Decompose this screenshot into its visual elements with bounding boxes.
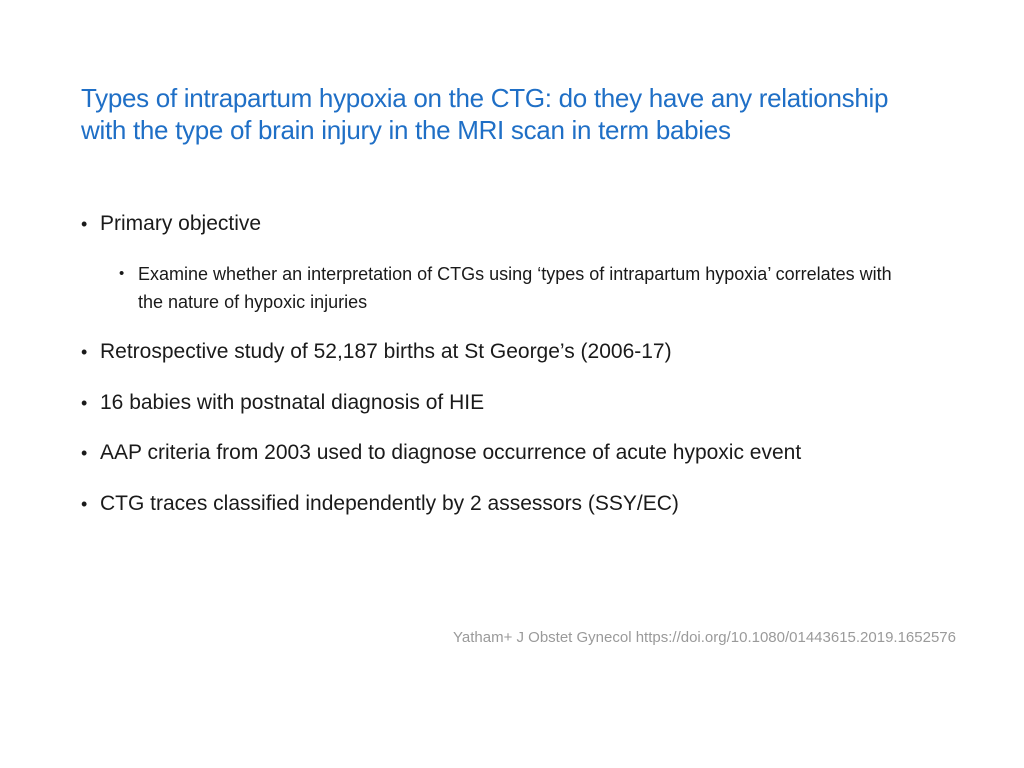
bullet-text: Retrospective study of 52,187 births at St George’s (2006-17) [100, 340, 672, 363]
sub-bullet-dot-icon: • [119, 265, 125, 282]
bullet-text: AAP criteria from 2003 used to diagnose occurrence of acute hypoxic event [100, 441, 802, 464]
citation-reference: Yatham+ J Obstet Gynecol https://doi.org/10.1080/01443615.2019.1652576 [452, 629, 956, 646]
sub-bullet-text: Examine whether an interpretation of CTGs using ‘types of intrapartum hypoxia’ correlates with the nature of hypoxic injuries [138, 264, 892, 312]
sub-bullet-item [119, 260, 919, 316]
bullet-item [81, 210, 261, 238]
bullet-item [81, 338, 672, 366]
bullet-text: CTG traces classified independently by 2 assessors (SSY/EC) [100, 492, 679, 515]
bullet-dot-icon: • [81, 342, 88, 362]
bullet-item [81, 439, 801, 467]
bullet-item [81, 389, 484, 417]
slide-title-line-1: Types of intrapartum hypoxia on the CTG: do they have any relationship [81, 83, 889, 113]
bullet-text: 16 babies with postnatal diagnosis of HIE [100, 391, 485, 414]
slide-title [81, 82, 981, 146]
bullet-dot-icon: • [81, 443, 88, 463]
bullet-text: Primary objective [100, 212, 262, 235]
bullet-dot-icon: • [81, 393, 88, 413]
bullet-dot-icon: • [81, 214, 88, 234]
bullet-item [81, 490, 679, 518]
bullet-dot-icon: • [81, 494, 88, 514]
slide-title-line-2: with the type of brain injury in the MRI scan in term babies [81, 115, 731, 145]
